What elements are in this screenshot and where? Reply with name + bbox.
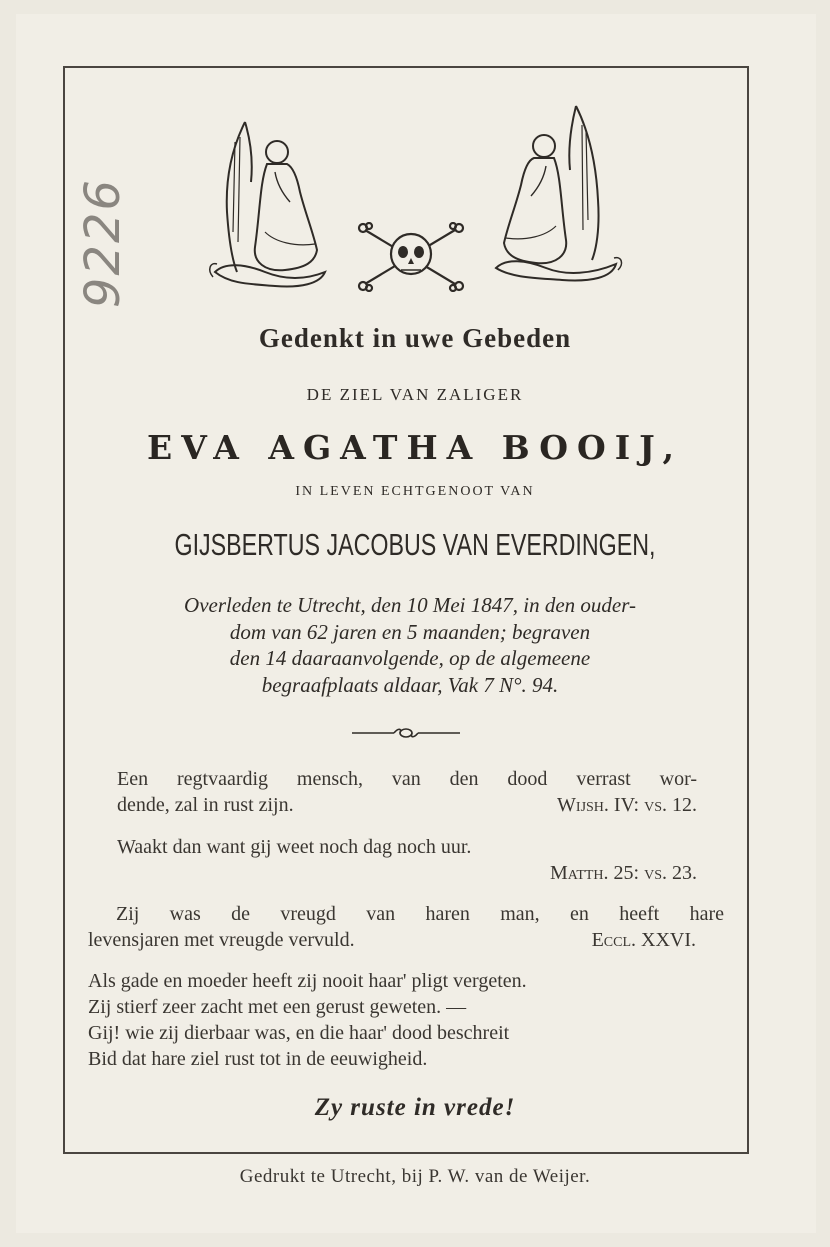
husband-name: GIJSBERTUS JACOBUS VAN EVERDINGEN, bbox=[174, 527, 656, 562]
verse-line: Zij was de vreugd van haren man, en heeft hare bbox=[116, 903, 724, 925]
verse-line: Zij stierf zeer zacht met een gerust geweten. — bbox=[88, 996, 467, 1018]
verse-4 bbox=[88, 968, 724, 1072]
skull-crossbones-icon bbox=[355, 222, 467, 292]
verse-1 bbox=[117, 766, 697, 818]
verse-line: Gij! wie zij dierbaar was, en die haar' dood beschreit bbox=[88, 1022, 510, 1044]
verse-reference: Wijsh. IV: vs. 12. bbox=[557, 794, 697, 816]
verse-line: Bid dat hare ziel rust tot in de eeuwigheid. bbox=[88, 1048, 428, 1070]
left-angel-icon bbox=[205, 112, 333, 294]
obituary-text bbox=[85, 592, 735, 698]
verse-reference: Matth. 25: vs. 23. bbox=[549, 862, 697, 884]
obituary-line: den 14 daaraanvolgende, op de algemeene bbox=[229, 646, 591, 670]
handwritten-number: 9226 bbox=[75, 177, 132, 309]
verse-3 bbox=[88, 901, 724, 953]
verse-line: Als gade en moeder heeft zij nooit haar' pligt vergeten. bbox=[88, 970, 527, 992]
ornamental-divider bbox=[350, 725, 462, 741]
obituary-line: Overleden te Utrecht, den 10 Mei 1847, in den ouder- bbox=[184, 593, 636, 617]
printer-credit: Gedrukt te Utrecht, bij P. W. van de Weijer. bbox=[239, 1166, 591, 1187]
obituary-line: dom van 62 jaren en 5 maanden; begraven bbox=[229, 619, 591, 644]
verse-line: dende, zal in rust zijn. bbox=[117, 794, 294, 816]
verse-line: levensjaren met vreugde vervuld. bbox=[88, 929, 355, 951]
right-angel-icon bbox=[492, 100, 626, 288]
verse-reference: Eccl. XXVI. bbox=[591, 929, 696, 951]
verse-line: Waakt dan want gij weet noch dag noch uur. bbox=[117, 836, 472, 858]
verse-2 bbox=[117, 834, 697, 886]
obituary-line: begraafplaats aldaar, Vak 7 N°. 94. bbox=[261, 672, 559, 697]
in-leven-label: IN LEVEN ECHTGENOOT VAN bbox=[295, 484, 535, 499]
deceased-name: EVA AGATHA BOOIJ, bbox=[147, 428, 683, 467]
closing-line: Zy ruste in vrede! bbox=[314, 1094, 516, 1121]
verse-line: Een regtvaardig mensch, van den dood verrast wor- bbox=[117, 768, 697, 790]
subheading: DE ZIEL VAN ZALIGER bbox=[306, 385, 524, 404]
heading: Gedenkt in uwe Gebeden bbox=[258, 323, 572, 353]
